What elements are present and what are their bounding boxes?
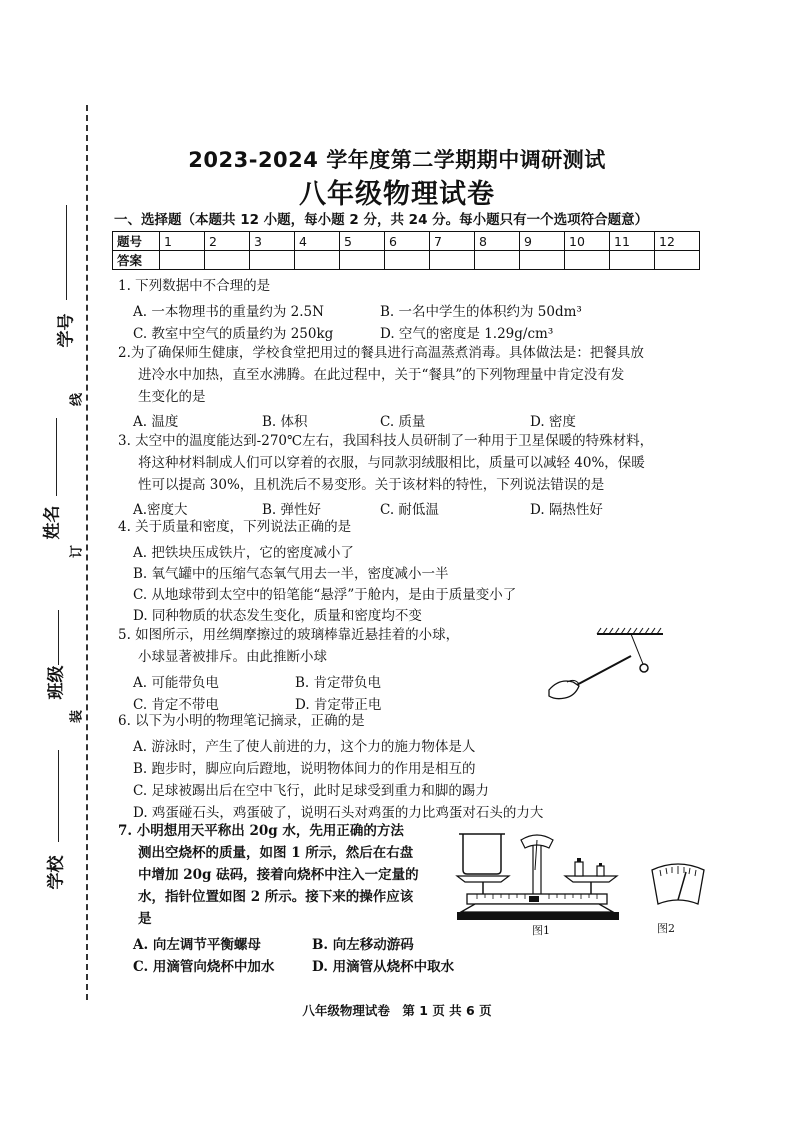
answer-cell[interactable] (475, 251, 520, 270)
answer-cell[interactable] (655, 251, 700, 270)
question-5-option-a: A. 可能带负电 (133, 675, 219, 691)
question-number-cell: 9 (520, 232, 565, 251)
class-blank[interactable] (58, 610, 59, 665)
question-number-cell: 1 (160, 232, 205, 251)
question-number-cell: 6 (385, 232, 430, 251)
question-5-option-d: D. 肯定带正电 (295, 697, 382, 713)
school-label: 学校 (46, 855, 67, 890)
question-4-option-d: D. 同种物质的状态发生变化，质量和密度均不变 (133, 608, 422, 624)
question-number-cell: 12 (655, 232, 700, 251)
question-3-option-c: C. 耐低温 (380, 502, 439, 518)
question-number-cell: 4 (295, 232, 340, 251)
student-id-label: 学号 (56, 313, 77, 348)
figure-1-label: 图1 (532, 924, 550, 937)
question-7-figure-2-dial (648, 860, 708, 912)
question-2-option-d: D. 密度 (530, 414, 576, 430)
question-5-stem-line: 5. 如图所示，用丝绸摩擦过的玻璃棒靠近悬挂着的小球， (118, 627, 460, 643)
section-heading: 一、选择题（本题共 12 小题，每小题 2 分，共 24 分。每小题只有一个选项符合题意） (114, 212, 649, 228)
question-4-option-b: B. 氧气罐中的压缩气态氧气用去一半，密度减小一半 (133, 566, 449, 582)
question-2-stem-line: 生变化的是 (138, 389, 206, 405)
question-7-stem-line: 是 (138, 911, 152, 927)
class-label: 班级 (46, 665, 67, 700)
question-1-option-b: B. 一名中学生的体积约为 50dm³ (380, 304, 582, 320)
question-3-option-d: D. 隔热性好 (530, 502, 603, 518)
question-7-option-d: D. 用滴管从烧杯中取水 (312, 959, 455, 975)
answer-cell[interactable] (205, 251, 250, 270)
answer-cell[interactable] (295, 251, 340, 270)
question-number-cell: 11 (610, 232, 655, 251)
answer-cell[interactable] (160, 251, 205, 270)
question-7-option-c: C. 用滴管向烧杯中加水 (133, 959, 275, 975)
question-number-cell: 5 (340, 232, 385, 251)
question-2-stem-line: 2.为了确保师生健康，学校食堂把用过的餐具进行高温蒸煮消毒。具体做法是：把餐具放 (118, 345, 644, 361)
question-6-stem: 6. 以下为小明的物理笔记摘录，正确的是 (118, 713, 365, 729)
question-number-cell: 3 (250, 232, 295, 251)
question-1-option-a: A. 一本物理书的重量约为 2.5N (133, 304, 324, 320)
question-5-option-b: B. 肯定带负电 (295, 675, 382, 691)
question-6-option-b: B. 跑步时，脚应向后蹬地，说明物体间力的作用是相互的 (133, 761, 476, 777)
question-4-option-a: A. 把铁块压成铁片，它的密度减小了 (133, 545, 354, 561)
exam-subtitle: 八年级物理试卷 (299, 179, 495, 210)
row-label-question-no: 题号 (113, 232, 160, 251)
question-5-stem-line: 小球显著被排斥。由此推断小球 (138, 649, 327, 665)
question-3-option-a: A.密度大 (133, 502, 188, 518)
question-2-stem-line: 进冷水中加热，直至水沸腾。在此过程中，关于“餐具”的下列物理量中肯定没有发 (138, 367, 625, 383)
binding-mark-ding: 订 (66, 537, 85, 567)
question-5-figure (545, 626, 675, 706)
answer-cell[interactable] (610, 251, 655, 270)
student-id-blank[interactable] (66, 205, 67, 300)
question-7-option-a: A. 向左调节平衡螺母 (133, 937, 261, 953)
question-7-stem-line: 水，指针位置如图 2 所示。接下来的操作应该 (138, 889, 414, 905)
question-6-option-c: C. 足球被踢出后在空中飞行，此时足球受到重力和脚的踢力 (133, 783, 489, 799)
answer-cell[interactable] (340, 251, 385, 270)
binding-dashed-line (86, 105, 88, 1000)
question-3-option-b: B. 弹性好 (262, 502, 322, 518)
question-6-option-d: D. 鸡蛋碰石头，鸡蛋破了，说明石头对鸡蛋的力比鸡蛋对石头的力大 (133, 805, 544, 821)
answer-table (112, 231, 700, 270)
school-blank[interactable] (58, 750, 59, 842)
row-label-answer: 答案 (113, 251, 160, 270)
question-number-cell: 10 (565, 232, 610, 251)
question-7-figure-1-balance (455, 826, 635, 926)
answer-cell[interactable] (430, 251, 475, 270)
question-3-stem-line: 性可以提高 30%，且机洗后不易变形。关于该材料的特性，下列说法错误的是 (138, 477, 605, 493)
question-number-cell: 2 (205, 232, 250, 251)
question-number-cell: 8 (475, 232, 520, 251)
answer-cell[interactable] (520, 251, 565, 270)
question-1-stem: 1. 下列数据中不合理的是 (118, 278, 271, 294)
question-4-option-c: C. 从地球带到太空中的铅笔能“悬浮”于舱内，是由于质量变小了 (133, 587, 517, 603)
question-1-option-c: C. 教室中空气的质量约为 250kg (133, 326, 334, 342)
question-4-stem: 4. 关于质量和密度，下列说法正确的是 (118, 519, 352, 535)
page-footer: 八年级物理试卷 第 1 页 共 6 页 (302, 1003, 492, 1018)
question-1-option-d: D. 空气的密度是 1.29g/cm³ (380, 326, 554, 342)
binding-mark-line: 线 (66, 385, 85, 415)
answer-table-answer-row (113, 251, 700, 270)
answer-table-header-row (113, 232, 700, 251)
answer-cell[interactable] (565, 251, 610, 270)
figure-2-label: 图2 (657, 922, 675, 935)
name-label: 姓名 (42, 505, 63, 540)
question-2-option-a: A. 温度 (133, 414, 179, 430)
question-7-stem-line: 测出空烧杯的质量，如图 1 所示，然后在右盘 (138, 845, 414, 861)
name-blank[interactable] (56, 418, 57, 496)
question-7-stem-line: 7. 小明想用天平称出 20g 水，先用正确的方法 (118, 823, 404, 839)
question-3-stem-line: 将这种材料制成人们可以穿着的衣服，与同款羽绒服相比，质量可以减轻 40%，保暖 (138, 455, 645, 471)
binding-mark-zhuang: 装 (66, 702, 85, 732)
question-3-stem-line: 3. 太空中的温度能达到-270℃左右，我国科技人员研制了一种用于卫星保暖的特殊材料， (118, 433, 654, 449)
answer-cell[interactable] (250, 251, 295, 270)
answer-cell[interactable] (385, 251, 430, 270)
exam-title: 2023-2024 学年度第二学期期中调研测试 (188, 148, 606, 172)
question-2-option-c: C. 质量 (380, 414, 426, 430)
question-5-option-c: C. 肯定不带电 (133, 697, 219, 713)
question-7-stem-line: 中增加 20g 砝码，接着向烧杯中注入一定量的 (138, 867, 419, 883)
question-7-option-b: B. 向左移动游码 (312, 937, 414, 953)
question-2-option-b: B. 体积 (262, 414, 308, 430)
question-number-cell: 7 (430, 232, 475, 251)
question-6-option-a: A. 游泳时，产生了使人前进的力，这个力的施力物体是人 (133, 739, 476, 755)
